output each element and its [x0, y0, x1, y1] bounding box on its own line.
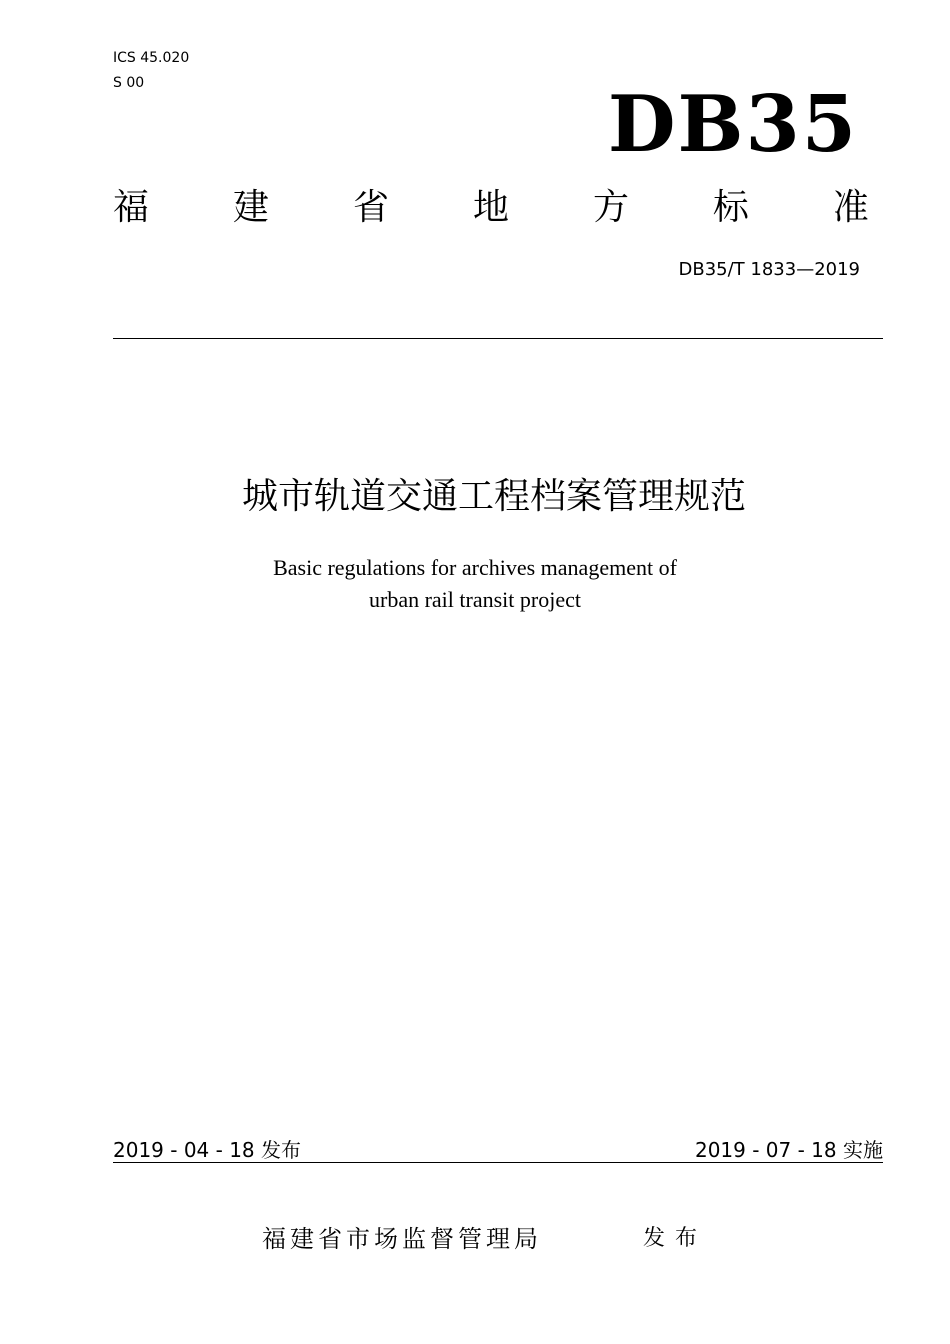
publish-date: 2019 - 04 - 18 发布 [113, 1138, 302, 1162]
implement-date: 2019 - 07 - 18 实施 [694, 1138, 883, 1162]
title-english-line2: urban rail transit project [369, 587, 581, 612]
title-english [0, 552, 950, 616]
title-english-line1: Basic regulations for archives management of [273, 555, 677, 580]
standard-type-char: 建 [232, 187, 269, 228]
standard-type-char: 省 [352, 187, 389, 228]
ics-code: ICS 45.020 [113, 50, 190, 66]
standard-type-char: 标 [712, 187, 749, 228]
standard-number: DB35/T 1833—2019 [678, 259, 860, 280]
bottom-divider [113, 1162, 883, 1163]
issue-label: 发布 [643, 1226, 708, 1251]
standard-type [113, 185, 869, 231]
standard-mark: DB35 [607, 79, 858, 170]
issuer-name: 福建省市场监督管理局 [262, 1225, 542, 1253]
standard-type-char: 福 [113, 187, 150, 228]
classification-code: S 00 [113, 75, 145, 91]
standard-type-char: 地 [472, 187, 509, 228]
title-chinese: 城市轨道交通工程档案管理规范 [241, 476, 746, 517]
standard-type-char: 准 [832, 187, 869, 228]
top-divider [113, 338, 883, 339]
standard-type-char: 方 [592, 187, 629, 228]
